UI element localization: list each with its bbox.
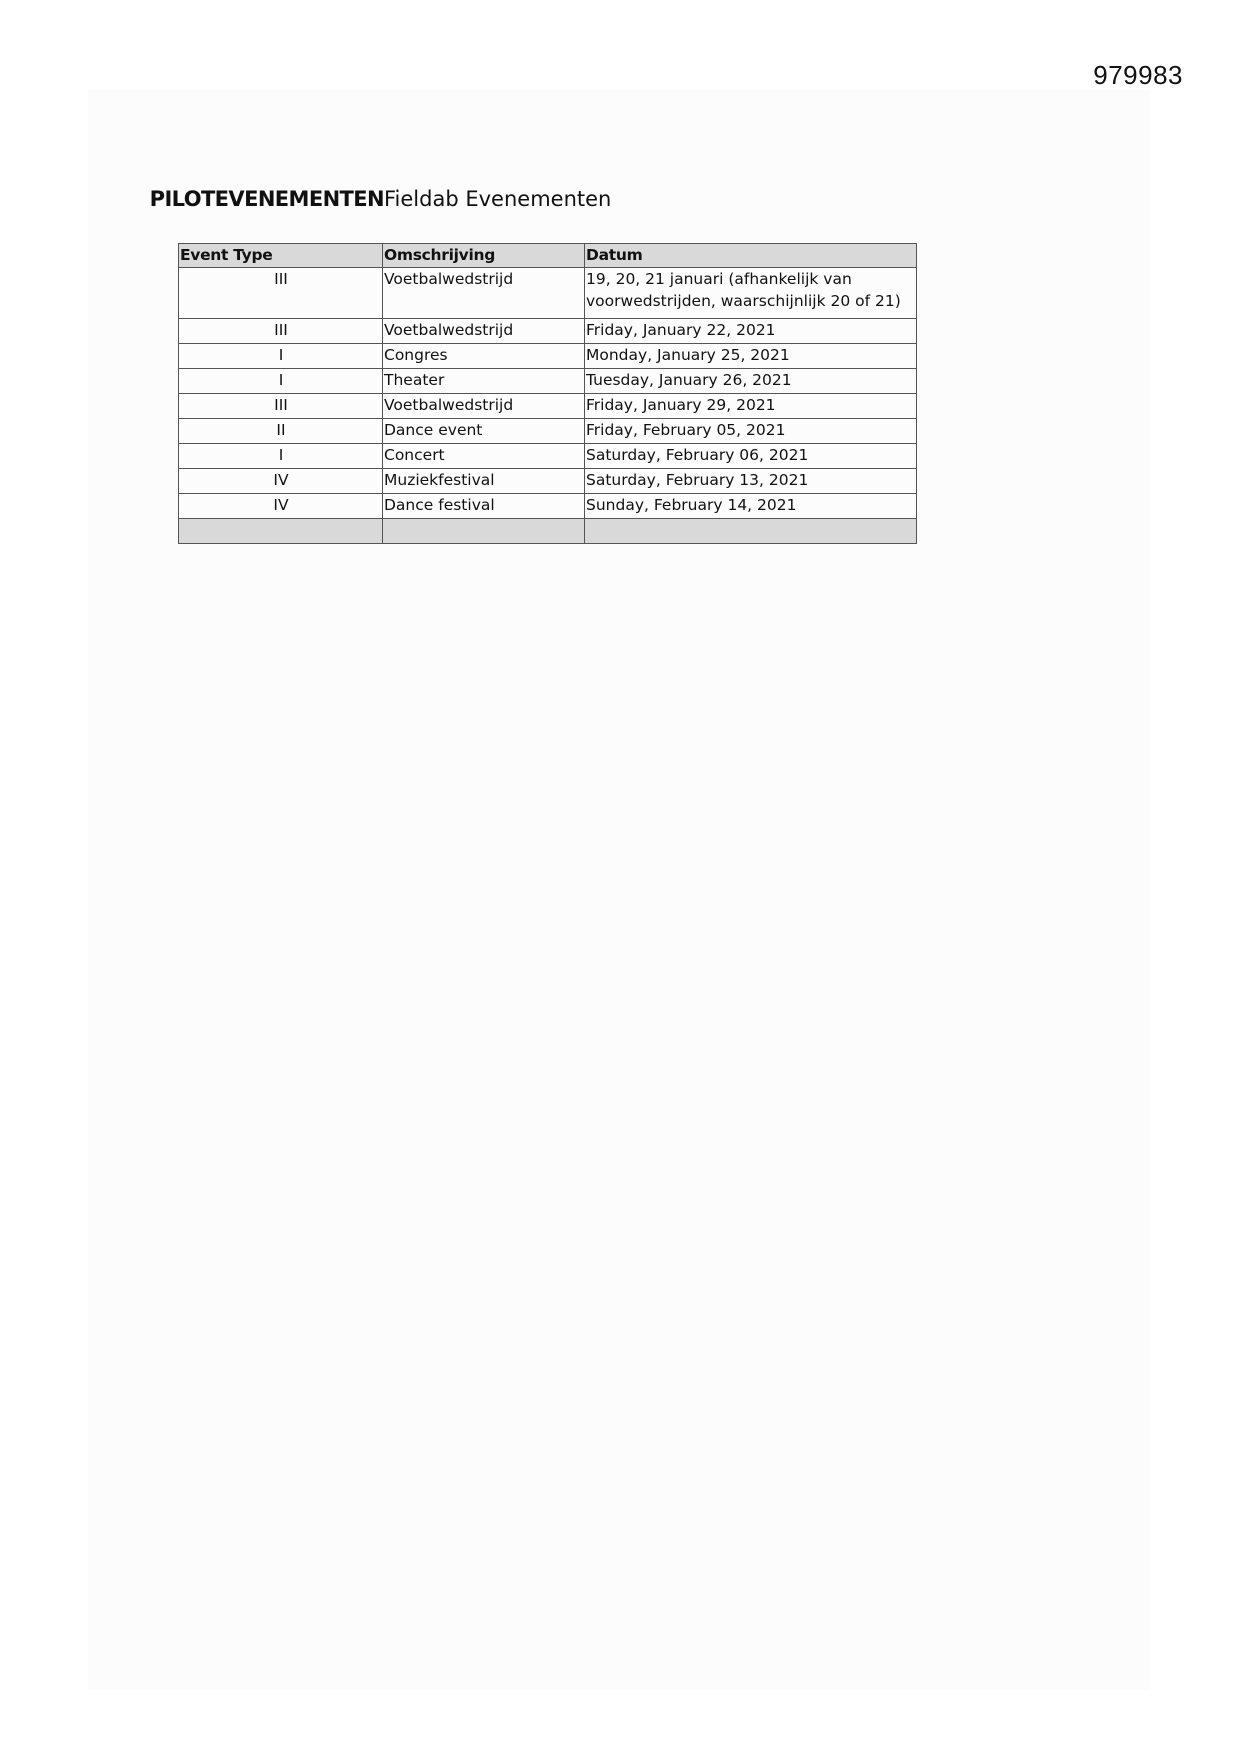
table-row	[179, 469, 917, 494]
event-type-cell: I	[179, 369, 383, 394]
description-cell: Congres	[383, 344, 585, 369]
date-cell: Friday, February 05, 2021	[585, 419, 917, 444]
event-type-cell: II	[179, 419, 383, 444]
table-header-row	[179, 244, 917, 268]
date-cell: Saturday, February 06, 2021	[585, 444, 917, 469]
description-cell: Dance event	[383, 419, 585, 444]
empty-footer-cell	[383, 519, 585, 544]
title-bold-truncated: PILOTEVENEMENTEN	[149, 187, 384, 211]
event-type-cell: III	[179, 394, 383, 419]
table-footer-row	[179, 519, 917, 544]
description-cell: Voetbalwedstrijd	[383, 319, 585, 344]
date-cell	[585, 268, 917, 319]
title-normal: Fieldab Evenementen	[384, 187, 612, 211]
events-table	[178, 243, 917, 544]
date-cell: Saturday, February 13, 2021	[585, 469, 917, 494]
empty-footer-cell	[585, 519, 917, 544]
header-datum: Datum	[585, 244, 917, 268]
event-type-cell: IV	[179, 494, 383, 519]
description-cell: Muziekfestival	[383, 469, 585, 494]
table-row	[179, 344, 917, 369]
document-id-number: 979983	[1093, 60, 1183, 90]
header-omschrijving: Omschrijving	[383, 244, 585, 268]
event-type-cell: I	[179, 344, 383, 369]
description-cell: Voetbalwedstrijd	[383, 268, 585, 319]
event-type-cell: I	[179, 444, 383, 469]
table-row	[179, 419, 917, 444]
event-type-cell: IV	[179, 469, 383, 494]
event-type-cell: III	[179, 268, 383, 319]
table-row	[179, 369, 917, 394]
page-title	[149, 187, 612, 219]
header-event-type: Event Type	[179, 244, 383, 268]
table-row	[179, 444, 917, 469]
event-type-cell: III	[179, 319, 383, 344]
table-row	[179, 268, 917, 319]
date-cell: Monday, January 25, 2021	[585, 344, 917, 369]
description-cell: Theater	[383, 369, 585, 394]
empty-footer-cell	[179, 519, 383, 544]
description-cell: Voetbalwedstrijd	[383, 394, 585, 419]
date-cell: Sunday, February 14, 2021	[585, 494, 917, 519]
date-line: 19, 20, 21 januari (afhankelijk van	[586, 270, 852, 288]
date-cell: Tuesday, January 26, 2021	[585, 369, 917, 394]
table-row	[179, 319, 917, 344]
table-row	[179, 494, 917, 519]
description-cell: Dance festival	[383, 494, 585, 519]
table-row	[179, 394, 917, 419]
date-cell: Friday, January 22, 2021	[585, 319, 917, 344]
date-cell: Friday, January 29, 2021	[585, 394, 917, 419]
description-cell: Concert	[383, 444, 585, 469]
date-line: voorwedstrijden, waarschijnlijk 20 of 21)	[586, 292, 901, 310]
